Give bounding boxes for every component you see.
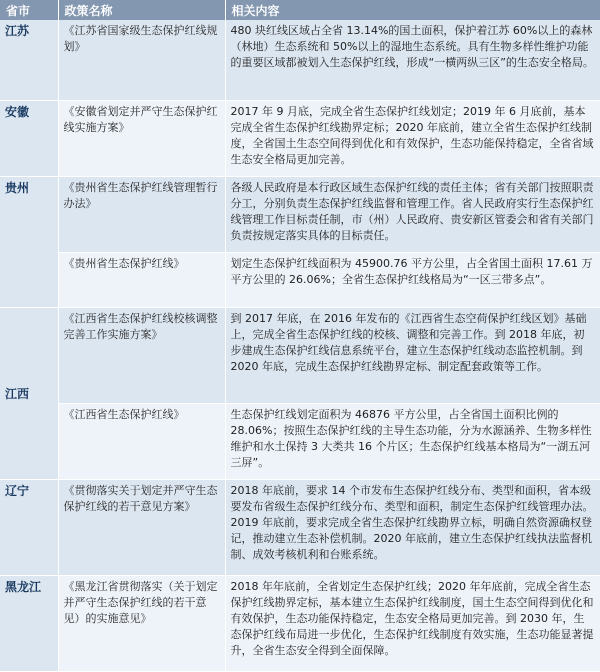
content-cell: 划定生态保护红线面积为 45900.76 平方公里，占全省国土面积 17.61 万平方公里的 26.06%；全省生态保护红线格局为“一区三带多点”。 bbox=[225, 252, 600, 307]
province-cell: 黑龙江 bbox=[0, 575, 58, 671]
content-cell: 到 2017 年底，在 2016 年发布的《江西省生态空荷保护红线区划》基础上，完成全省生态保护红线的校核、调整和完善工作。到 2018 年底，初步建成生态保护红线信息系统平台，建立生态保护红线动态监控机制。到 2020 年底，完成生态保护红线勘界定标、制定配套政策等工作。 bbox=[225, 307, 600, 403]
province-cell: 贵州 bbox=[0, 176, 58, 307]
content-cell: 2018 年底前，要求 14 个市发布生态保护红线分布、类型和面积，省本级要发布省级生态保护红线分布、类型和面积，制定生态保护红线管理办法。2019 年底前，要求完成全省生态保护红线勘界立标，明确自然资源确权登记，推动建立生态补偿机制。2020 年底前，建立生态保护红线执法监督机制、成效考核机利和台账系统。 bbox=[225, 479, 600, 575]
province-cell: 江西 bbox=[0, 307, 58, 479]
table-row bbox=[0, 176, 600, 252]
table-row bbox=[0, 479, 600, 575]
policy-name-cell: 《贵州省生态保护红线》 bbox=[58, 252, 225, 307]
content-cell: 2017 年 9 月底，完成全省生态保护红线划定；2019 年 6 月底前，基本完成全省生态保护红线勘界定标；2020 年底前，建立全省生态保护红线制度，全省国土生态空间得到优化和有效保护，生态功能保持稳定，全省省域生态安全格局更加完善。 bbox=[225, 100, 600, 176]
table-row bbox=[0, 403, 600, 479]
policy-name-cell: 《江西省生态保护红线》 bbox=[58, 403, 225, 479]
table-row bbox=[0, 252, 600, 307]
header-province: 省市 bbox=[0, 0, 58, 20]
policy-name-cell: 《安徽省划定并严守生态保护红线实施方案》 bbox=[58, 100, 225, 176]
policy-name-cell: 《贵州省生态保护红线管理暂行办法》 bbox=[58, 176, 225, 252]
province-cell: 江苏 bbox=[0, 20, 58, 100]
table-row bbox=[0, 307, 600, 403]
policy-name-cell: 《黑龙江省贯彻落实（关于划定并严守生态保护红线的若干意见）的实施意见》 bbox=[58, 575, 225, 671]
header-content: 相关内容 bbox=[225, 0, 600, 20]
table-row bbox=[0, 20, 600, 100]
content-cell: 2018 年年底前，全省划定生态保护红线；2020 年年底前，完成全省生态保护红线勘界定标，基本建立生态保护红线制度，国土生态空间得到优化和有效保护，生态功能保持稳定，生态安全格局更加完善。到 2030 年，生态保护红线布局进一步优化，生态保护红线制度有效实施，生态功能显著提升，全省生态安全得到全面保障。 bbox=[225, 575, 600, 671]
policy-name-cell: 《江苏省国家级生态保护红线规划》 bbox=[58, 20, 225, 100]
table-row bbox=[0, 100, 600, 176]
province-cell: 安徽 bbox=[0, 100, 58, 176]
header-policy-name: 政策名称 bbox=[58, 0, 225, 20]
content-cell: 生态保护红线划定面积为 46876 平方公里，占全省国土面积比例的 28.06%；按照生态保护红线的主导生态功能，分为水源涵养、生物多样性维护和水土保持 3 大类共 16 个片区；生态保护红线基本格局为“一湖五河三屏”。 bbox=[225, 403, 600, 479]
policy-name-cell: 《江西省生态保护红线校核调整完善工作实施方案》 bbox=[58, 307, 225, 403]
content-cell: 480 块红线区域占全省 13.14%的国土面积，保护着江苏 60%以上的森林（林地）生态系统和 50%以上的湿地生态系统。具有生物多样性维护功能的重要区域都被划入生态保护红线，形成“一横两纵三区”的生态安全格局。 bbox=[225, 20, 600, 100]
content-cell: 各级人民政府是本行政区域生态保护红线的责任主体；省有关部门按照职责分工，分别负责生态保护红线监督和管理工作。省人民政府实行生态保护红线管理工作目标责任制，市（州）人民政府、贵安新区管委会和省有关部门负责按规定落实具体的目标责任。 bbox=[225, 176, 600, 252]
province-cell: 辽宁 bbox=[0, 479, 58, 575]
policy-name-cell: 《贯彻落实关于划定并严守生态保护红线的若干意见方案》 bbox=[58, 479, 225, 575]
table-header-row bbox=[0, 0, 600, 20]
table-row bbox=[0, 575, 600, 671]
